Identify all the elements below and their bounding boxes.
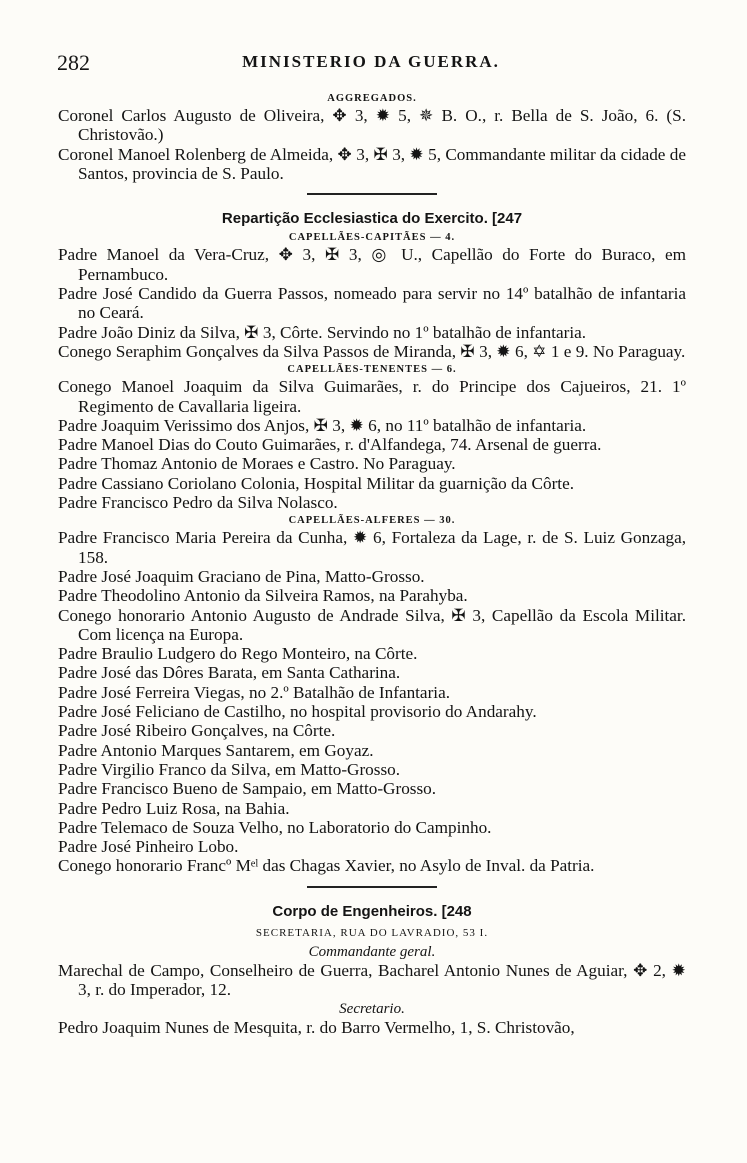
capitaes-label: CAPELLÃES-CAPITÃES — 4. (288, 232, 456, 244)
chaplain-entry: Padre Thomaz Antonio de Moraes e Castro. No Paraguay. (58, 454, 456, 474)
chaplain-entry: Conego Seraphim Gonçalves da Silva Passos de Miranda, ✠ 3, ✹ 6, ✡ 1 e 9. No Paraguay. (58, 341, 686, 361)
chaplain-entry: Padre José Ribeiro Gonçalves, na Côrte. (58, 721, 336, 741)
chaplain-entry: Padre Francisco Maria Pereira da Cunha, ✹ 6, Fortaleza da Lage, r. de S. Luiz Gonzaga, 158. (58, 528, 686, 567)
alferes-label: CAPELLÃES-ALFERES — 30. (288, 515, 456, 527)
chaplain-entry: Padre Joaquim Verissimo dos Anjos, ✠ 3, ✹ 6, no 11º batalhão de infantaria. (58, 415, 587, 435)
chaplain-entry: Padre Cassiano Coriolano Colonia, Hospital Militar da guarnição da Côrte. (58, 473, 574, 493)
chaplain-entry: Padre Manoel Dias do Couto Guimarães, r. d'Alfandega, 74. Arsenal de guerra. (58, 435, 602, 455)
tenentes-label: CAPELLÃES-TENENTES — 6. (287, 364, 457, 376)
chaplain-entry: Padre Francisco Bueno de Sampaio, em Matto-Grosso. (58, 779, 437, 799)
section-divider (307, 193, 437, 195)
secretario-label: Secretario. (339, 1000, 405, 1017)
section-divider (307, 886, 437, 888)
chaplain-entry: Padre João Diniz da Silva, ✠ 3, Côrte. Servindo no 1º batalhão de infantaria. (58, 322, 587, 342)
chaplain-entry: Padre José Candido da Guerra Passos, nomeado para servir no 14º batalhão de infantaria no Ceará. (58, 284, 686, 323)
secretario-entry: Pedro Joaquim Nunes de Mesquita, r. do Barro Vermelho, 1, S. Christovão, (58, 1017, 575, 1037)
chaplain-entry: Padre José Ferreira Viegas, no 2.º Batalhão de Infantaria. (58, 682, 450, 702)
page-number: 282 (57, 50, 90, 75)
aggregado-entry: Coronel Manoel Rolenberg de Almeida, ✥ 3, ✠ 3, ✹ 5, Commandante militar da cidade de Santos, provincia de S. Paulo. (58, 144, 686, 183)
section-heading-ecclesiastica: Repartição Ecclesiastica do Exercito. [247 (221, 210, 523, 228)
chaplain-entry: Padre Pedro Luiz Rosa, na Bahia. (58, 798, 290, 818)
aggregados-label: AGGREGADOS. (327, 93, 417, 104)
secretaria-address: SECRETARIA, RUA DO LAVRADIO, 53 I. (255, 926, 489, 939)
chaplain-entry: Padre Antonio Marques Santarem, em Goyaz. (58, 740, 374, 760)
commandante-label: Commandante geral. (308, 943, 436, 960)
commandante-entry: Marechal de Campo, Conselheiro de Guerra, Bacharel Antonio Nunes de Aguiar, ✥ 2, ✹ 3, r. do Imperador, 12. (58, 960, 686, 1000)
chaplain-entry: Conego honorario Antonio Augusto de Andrade Silva, ✠ 3, Capellão da Escola Militar. Com licença na Europa. (58, 605, 686, 644)
chaplain-entry: Padre Virgilio Franco da Silva, em Matto-Grosso. (58, 759, 401, 779)
chaplain-entry: Padre Francisco Pedro da Silva Nolasco. (58, 493, 338, 513)
chaplain-entry: Padre Theodolino Antonio da Silveira Ramos, na Parahyba. (58, 586, 468, 606)
page-content (58, 90, 686, 1037)
chaplain-entry: Padre Manoel da Vera-Cruz, ✥ 3, ✠ 3, ◎ U., Capellão do Forte do Buraco, em Pernambuco. (58, 245, 686, 284)
chaplain-entry: Padre José das Dôres Barata, em Santa Catharina. (58, 663, 401, 683)
chaplain-entry: Conego Manoel Joaquim da Silva Guimarães, r. do Principe dos Cajueiros, 21. 1º Regimento de Cavallaria ligeira. (58, 377, 686, 416)
chaplain-entry: Conego honorario Francº Mᵉˡ das Chagas Xavier, no Asylo de Inval. da Patria. (58, 856, 595, 876)
chaplain-entry: Padre Telemaco de Souza Velho, no Laboratorio do Campinho. (58, 817, 492, 837)
running-title: MINISTERIO DA GUERRA. (242, 52, 500, 71)
chaplain-entry: Padre José Feliciano de Castilho, no hospital provisorio do Andarahy. (58, 702, 537, 722)
chaplain-entry: Padre Braulio Ludgero do Rego Monteiro, na Côrte. (58, 644, 418, 664)
chaplain-entry: Padre José Pinheiro Lobo. (58, 837, 239, 857)
aggregado-entry: Coronel Carlos Augusto de Oliveira, ✥ 3, ✹ 5, ✵ B. O., r. Bella de S. João, 6. (S. Christovão.) (58, 106, 686, 145)
chaplain-entry: Padre José Joaquim Graciano de Pina, Matto-Grosso. (58, 566, 425, 586)
running-head (57, 50, 685, 74)
section-heading-engenheiros: Corpo de Engenheiros. [248 (272, 902, 472, 920)
